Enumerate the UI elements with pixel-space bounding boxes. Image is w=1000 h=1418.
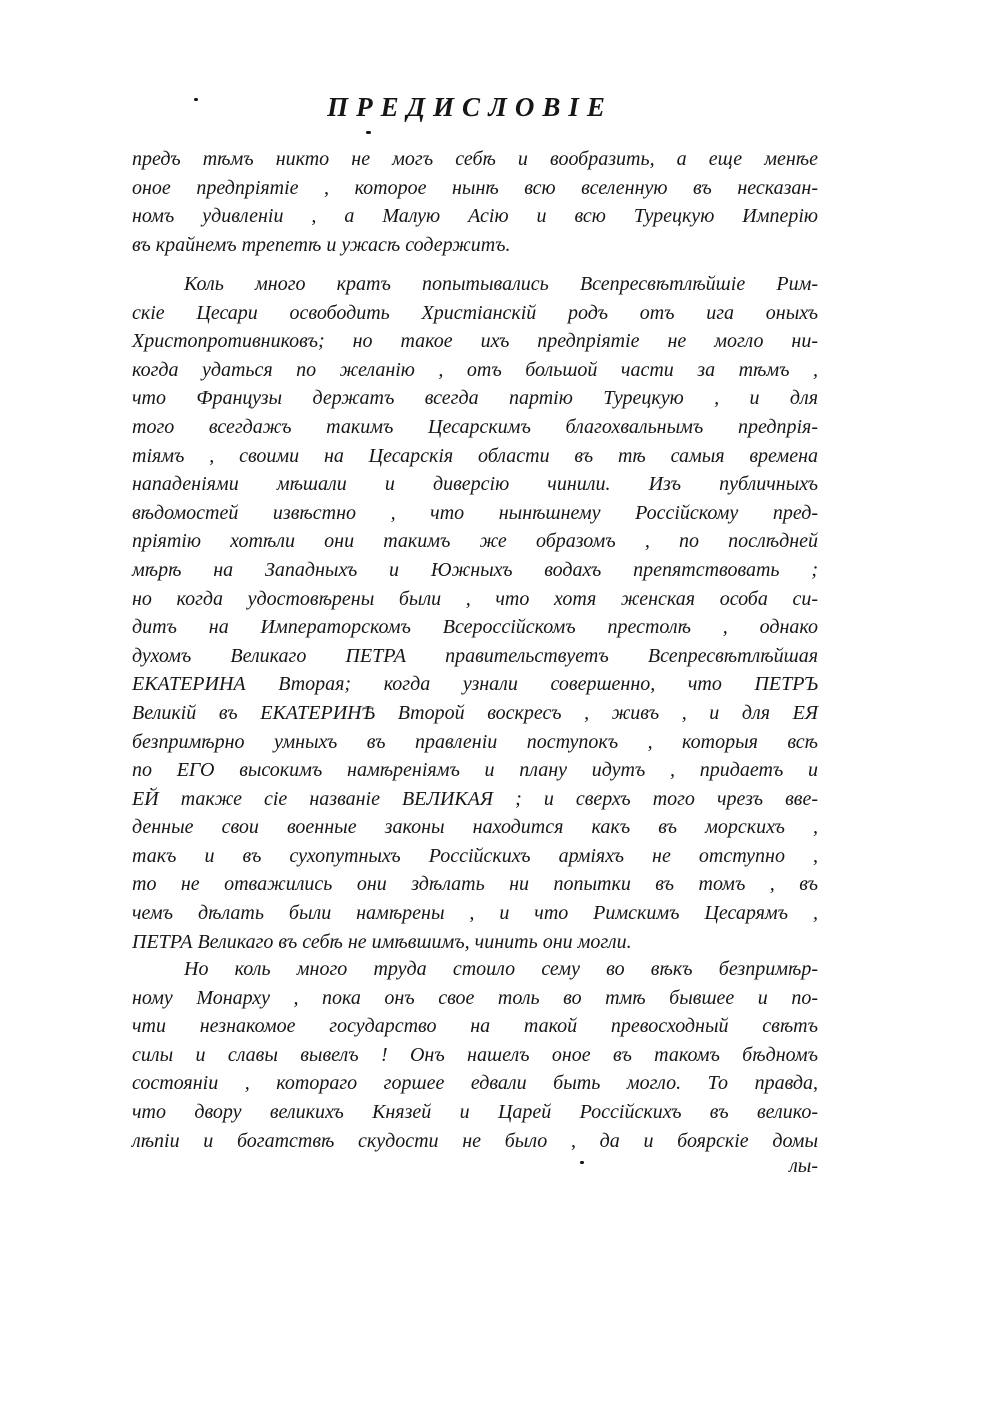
- text-line: но когда удостовѣрены были , что хотя женская особа си-: [132, 587, 818, 610]
- text-line: такъ и въ сухопутныхъ Россійскихъ арміяхъ не отступно ,: [132, 844, 818, 867]
- text-line: мѣрѣ на Западныхъ и Южныхъ водахъ препятствовать ;: [132, 558, 818, 581]
- text-line: силы и славы вывелъ ! Онъ нашелъ оное въ такомъ бѣдномъ: [132, 1043, 818, 1066]
- text-line: что Французы держатъ всегда партію Турецкую , и для: [132, 387, 818, 410]
- text-line: Коль много кратъ попытывались Всепресвѣтлѣйшіе Рим-: [184, 273, 818, 295]
- text-line: скіе Цесари освободить Христіанскій родъ отъ ига оныхъ: [132, 301, 818, 324]
- text-line: вѣдомостей извѣстно , что нынѣшнему Россійскому пред-: [132, 501, 818, 524]
- text-line: ЕКАТЕРИНА Вторая; когда узнали совершенно, что ПЕТРЪ: [132, 673, 818, 696]
- text-line: то не отважились они здѣлать ни попытки въ томъ , въ: [132, 873, 818, 896]
- text-line: по ЕГО высокимъ намѣреніямъ и плану идутъ , придаетъ и: [132, 759, 818, 782]
- catchword: лы-: [789, 1155, 818, 1177]
- text-line: ПЕТРА Великаго въ себѣ не имѣвшимъ, чинить они могли.: [132, 930, 632, 953]
- text-line: Великій въ ЕКАТЕРИНѢ Второй воскресъ , живъ , и для ЕЯ: [132, 701, 818, 724]
- paragraph-1: [132, 145, 818, 259]
- text-line: состояніи , котораго горшее едвали быть могло. То правда,: [132, 1072, 818, 1095]
- page-header: ПРЕДИСЛОВІЕ: [327, 92, 613, 122]
- text-line: дитъ на Императорскомъ Всероссійскомъ престолѣ , однако: [132, 616, 818, 639]
- text-line: чемъ дѣлать были намѣрены , и что Римскимъ Цесарямъ ,: [132, 902, 818, 925]
- text-line: пріятію хотѣли они такимъ же образомъ , по послѣдней: [132, 530, 818, 553]
- text-line: ному Монарху , пока онъ свое толь во тмѣ бывшее и по-: [132, 986, 818, 1009]
- text-line: предъ тѣмъ никто не могъ себѣ и вообразить, а еще менѣе: [132, 148, 818, 170]
- text-line: оное предпріятіе , которое нынѣ всю вселенную въ несказан-: [132, 176, 818, 199]
- text-line: когда удаться по желанію , отъ большой части за тѣмъ ,: [132, 358, 818, 381]
- text-line: безпримѣрно умныхъ въ правленіи поступокъ , которыя всѣ: [132, 730, 818, 753]
- text-line: чти незнакомое государство на такой превосходный свѣтъ: [132, 1015, 818, 1038]
- print-speck: [194, 98, 198, 101]
- text-line: нападеніями мѣшали и диверсію чинили. Изъ публичныхъ: [132, 473, 818, 496]
- text-line: Но коль много труда стоило сему во вѣкъ безпримѣр-: [184, 958, 818, 980]
- text-line: тіямъ , своими на Цесарскія области въ тѣ самыя времена: [132, 444, 818, 467]
- text-line: лѣпіи и богатствѣ скудости не было , да и боярскіе домы: [132, 1129, 818, 1152]
- text-line: духомъ Великаго ПЕТРА правительствуетъ Всепресвѣтлѣйшая: [132, 644, 818, 667]
- text-line: въ крайнемъ трепетѣ и ужасѣ содержитъ.: [132, 233, 511, 256]
- text-line: что двору великихъ Князей и Царей Россійскихъ въ велико-: [132, 1100, 818, 1123]
- text-line: того всегдажъ такимъ Цесарскимъ благохвальнымъ предпрія-: [132, 415, 818, 438]
- text-line: Христопротивниковъ; но такое ихъ предпріятіе не могло ни-: [132, 330, 818, 353]
- text-line: денные свои военные законы находится какъ въ морскихъ ,: [132, 816, 818, 839]
- text-line: номъ удивленіи , а Малую Асію и всю Турецкую Имперію: [132, 205, 818, 228]
- print-speck: [580, 1161, 584, 1164]
- paragraph-3: [132, 955, 818, 1155]
- print-speck: [366, 131, 371, 134]
- paragraph-2: [132, 270, 818, 956]
- text-line: ЕЙ также сіе названіе ВЕЛИКАЯ ; и сверхъ того чрезъ вве-: [132, 787, 818, 810]
